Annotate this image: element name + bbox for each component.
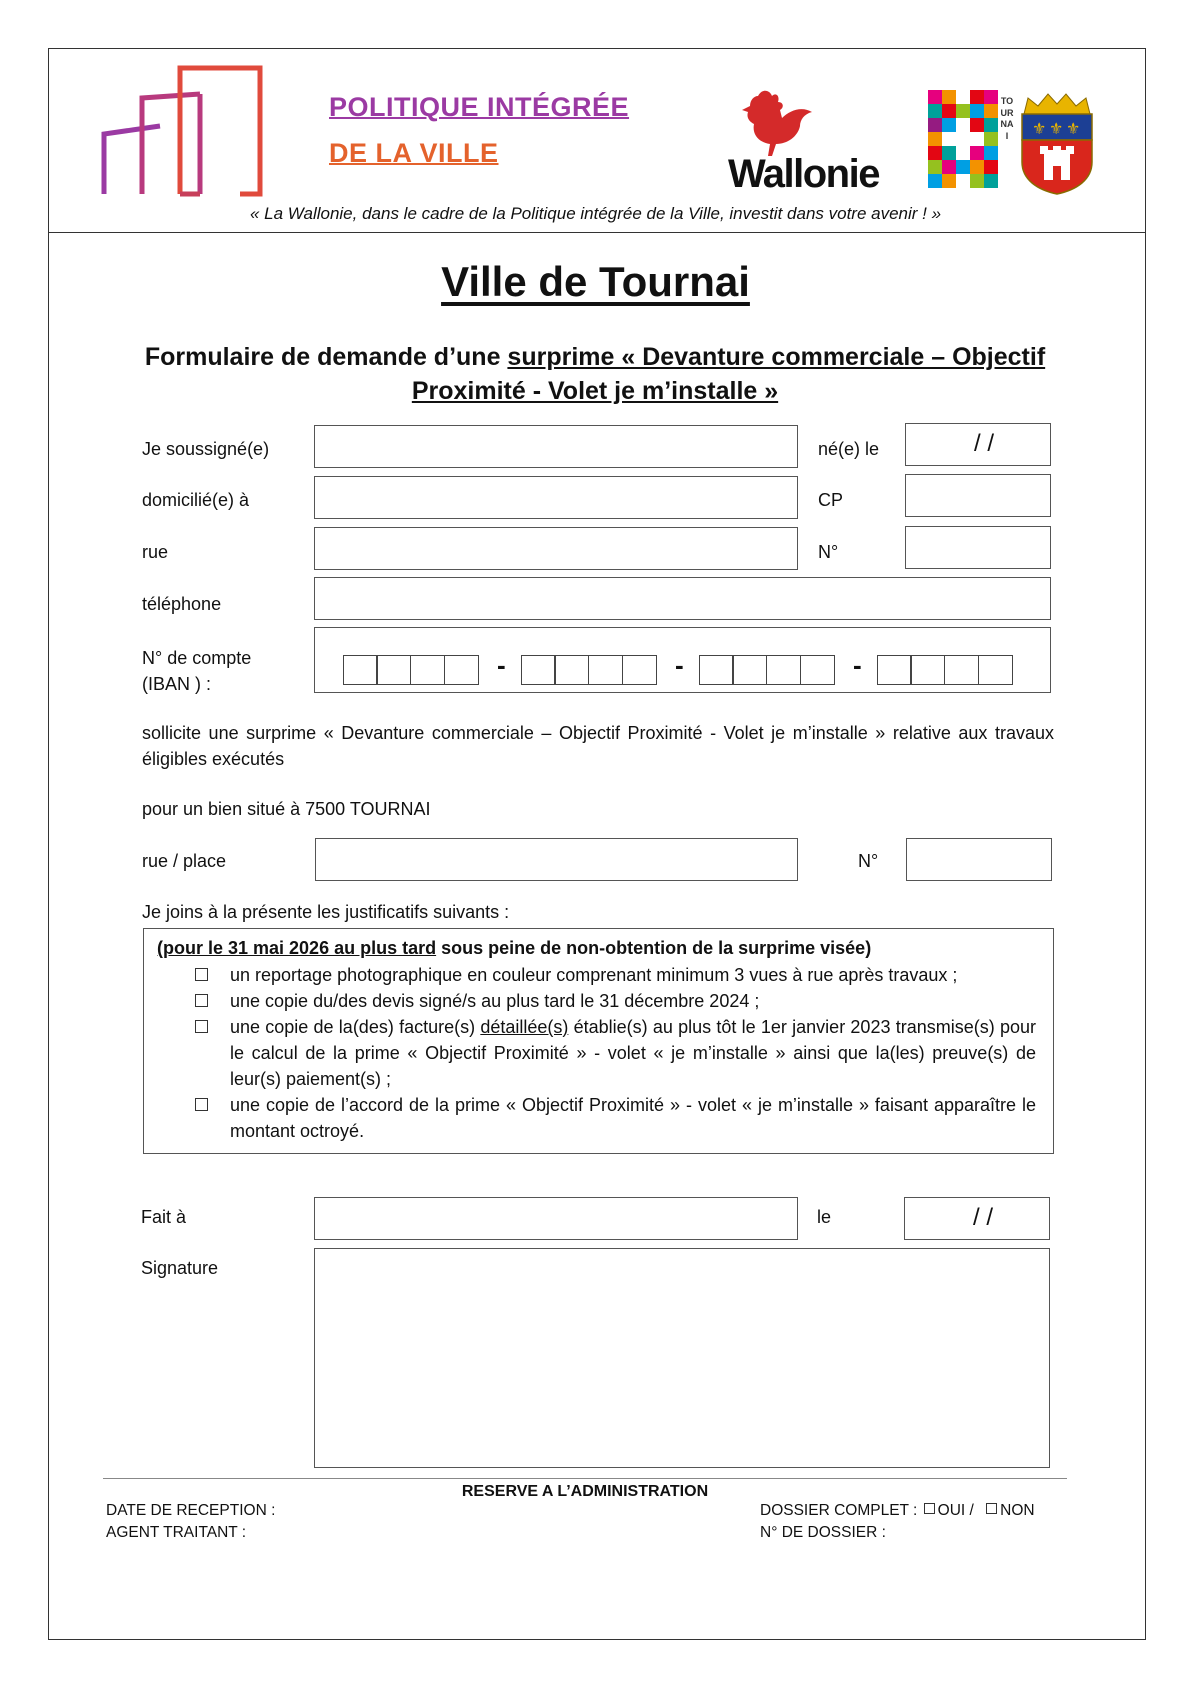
justificatif-item bbox=[193, 988, 1036, 1014]
justificatif-underlined: détaillée(s) bbox=[480, 1017, 569, 1037]
iban-separator-3: - bbox=[853, 650, 862, 680]
subtitle-underlined: surprime « Devanture commerciale – Objectif Proximité - Volet je m’installe » bbox=[411, 343, 1046, 405]
justificatif-text: une copie du/des devis signé/s au plus tard le 31 décembre 2024 ; bbox=[230, 991, 760, 1011]
iban-group-3[interactable] bbox=[700, 655, 835, 685]
iban-group-2[interactable] bbox=[522, 655, 657, 685]
svg-text:⚜: ⚜ bbox=[1032, 119, 1047, 138]
justificatif-item bbox=[193, 1092, 1036, 1144]
soussigne-input[interactable] bbox=[314, 425, 798, 468]
bien-situe-text: pour un bien situé à 7500 TOURNAI bbox=[142, 799, 431, 819]
date-reception-label: DATE DE RECEPTION : bbox=[106, 1502, 276, 1519]
justificatif-text: un reportage photographique en couleur comprenant minimum 3 vues à rue après travaux ; bbox=[230, 965, 958, 985]
header-slogan: « La Wallonie, dans le cadre de la Politique intégrée de la Ville, investit dans votre avenir ! » bbox=[249, 204, 942, 223]
justificatif-checkbox[interactable] bbox=[195, 1020, 208, 1033]
rue-label: rue bbox=[142, 542, 169, 562]
birth-date-input[interactable] bbox=[905, 423, 1051, 466]
signature-box[interactable] bbox=[314, 1248, 1050, 1468]
signature-label: Signature bbox=[141, 1258, 219, 1278]
ne-le-label: né(e) le bbox=[818, 439, 880, 459]
svg-text:⚜: ⚜ bbox=[1066, 119, 1081, 138]
bien-numero-input[interactable] bbox=[906, 838, 1052, 881]
deadline-underlined: (pour le 31 mai 2026 au plus tard bbox=[157, 938, 437, 958]
wallonie-wordmark: Wallonie bbox=[728, 152, 879, 196]
numero-dossier-label: N° DE DOSSIER : bbox=[760, 1524, 886, 1541]
header-divider bbox=[48, 232, 1146, 233]
bien-numero-label: N° bbox=[858, 851, 879, 871]
tournai-vertical-label: TOURNAI bbox=[1000, 96, 1014, 141]
politique-line2: DE LA VILLE bbox=[329, 138, 499, 168]
numero-label: N° bbox=[818, 542, 839, 562]
oui-label: OUI bbox=[937, 1502, 966, 1519]
dossier-complet-row bbox=[760, 1502, 1035, 1520]
politique-ville-logo bbox=[100, 64, 270, 198]
non-label: NON bbox=[1000, 1502, 1035, 1519]
justificatif-text-after: établie(s) au plus tôt le 1er janvier 2023 transmise(s) pour le calcul de la prime « Objectif Proximité » - volet « je m’installe » ainsi que la(les) preuve(s) de leur(s) paiement(s) ; bbox=[230, 1017, 1036, 1089]
justificatif-text: une copie de la(des) facture(s) bbox=[230, 1017, 481, 1037]
domicile-label: domicilié(e) à bbox=[142, 490, 250, 510]
admin-divider bbox=[103, 1478, 1067, 1479]
iban-separator-2: - bbox=[675, 650, 684, 680]
numero-input[interactable] bbox=[905, 526, 1051, 569]
telephone-input[interactable] bbox=[314, 577, 1051, 620]
justificatifs-deadline bbox=[157, 938, 871, 959]
birth-date-slashes: / / bbox=[973, 430, 994, 457]
page-title: Ville de Tournai bbox=[441, 258, 750, 305]
le-label: le bbox=[817, 1207, 832, 1227]
soussigne-label: Je soussigné(e) bbox=[142, 439, 270, 459]
tournai-coat-of-arms-icon bbox=[1018, 92, 1096, 196]
tournai-mosaic-logo bbox=[928, 90, 1010, 192]
justificatif-checkbox[interactable] bbox=[195, 968, 208, 981]
non-checkbox[interactable] bbox=[986, 1503, 997, 1514]
svg-text:⚜: ⚜ bbox=[1049, 119, 1064, 138]
compte-label bbox=[142, 645, 251, 697]
iban-group-4[interactable] bbox=[878, 655, 1013, 685]
deadline-rest: sous peine de non-obtention de la surprime visée) bbox=[436, 938, 872, 958]
justificatifs-intro: Je joins à la présente les justificatifs suivants : bbox=[142, 902, 510, 922]
fait-a-input[interactable] bbox=[314, 1197, 798, 1240]
admin-title: RESERVE A L’ADMINISTRATION bbox=[461, 1483, 709, 1500]
rue-place-label: rue / place bbox=[142, 851, 227, 871]
justificatif-item bbox=[193, 1014, 1036, 1092]
wallonie-rooster-icon bbox=[728, 88, 818, 158]
justificatif-checkbox[interactable] bbox=[195, 1098, 208, 1111]
oui-non-separator: / bbox=[969, 1502, 974, 1519]
telephone-label: téléphone bbox=[142, 594, 222, 614]
oui-checkbox[interactable] bbox=[924, 1503, 935, 1514]
rue-input[interactable] bbox=[314, 527, 798, 570]
cp-label: CP bbox=[818, 490, 844, 510]
subtitle-prefix: Formulaire de demande d’une bbox=[144, 343, 508, 371]
dossier-complet-label: DOSSIER COMPLET : bbox=[760, 1502, 918, 1519]
justificatif-checkbox[interactable] bbox=[195, 994, 208, 1007]
cp-input[interactable] bbox=[905, 474, 1051, 517]
justificatif-text: une copie de l’accord de la prime « Objectif Proximité » - volet « je m’installe » faisant apparaître le montant octroyé. bbox=[230, 1095, 1036, 1141]
fait-a-label: Fait à bbox=[141, 1207, 187, 1227]
sollicite-paragraph: sollicite une surprime « Devanture commerciale – Objectif Proximité - Volet je m’installe » relative aux travaux éligibles exécutés bbox=[142, 723, 1054, 769]
politique-line1: POLITIQUE INTÉGRÉE bbox=[329, 92, 630, 122]
agent-traitant-label: AGENT TRAITANT : bbox=[106, 1524, 247, 1541]
compte-label-line1: N° de compte bbox=[142, 648, 252, 668]
justificatif-item bbox=[193, 962, 1036, 988]
form-subtitle bbox=[140, 340, 1050, 408]
justificatifs-list bbox=[193, 962, 1036, 1144]
iban-separator-1: - bbox=[497, 650, 506, 680]
domicile-input[interactable] bbox=[314, 476, 798, 519]
signature-date-slashes: / / bbox=[972, 1204, 993, 1231]
rue-place-input[interactable] bbox=[315, 838, 798, 881]
compte-label-line2: (IBAN ) : bbox=[142, 674, 212, 694]
iban-group-1[interactable] bbox=[344, 655, 479, 685]
signature-date-input[interactable] bbox=[904, 1197, 1050, 1240]
